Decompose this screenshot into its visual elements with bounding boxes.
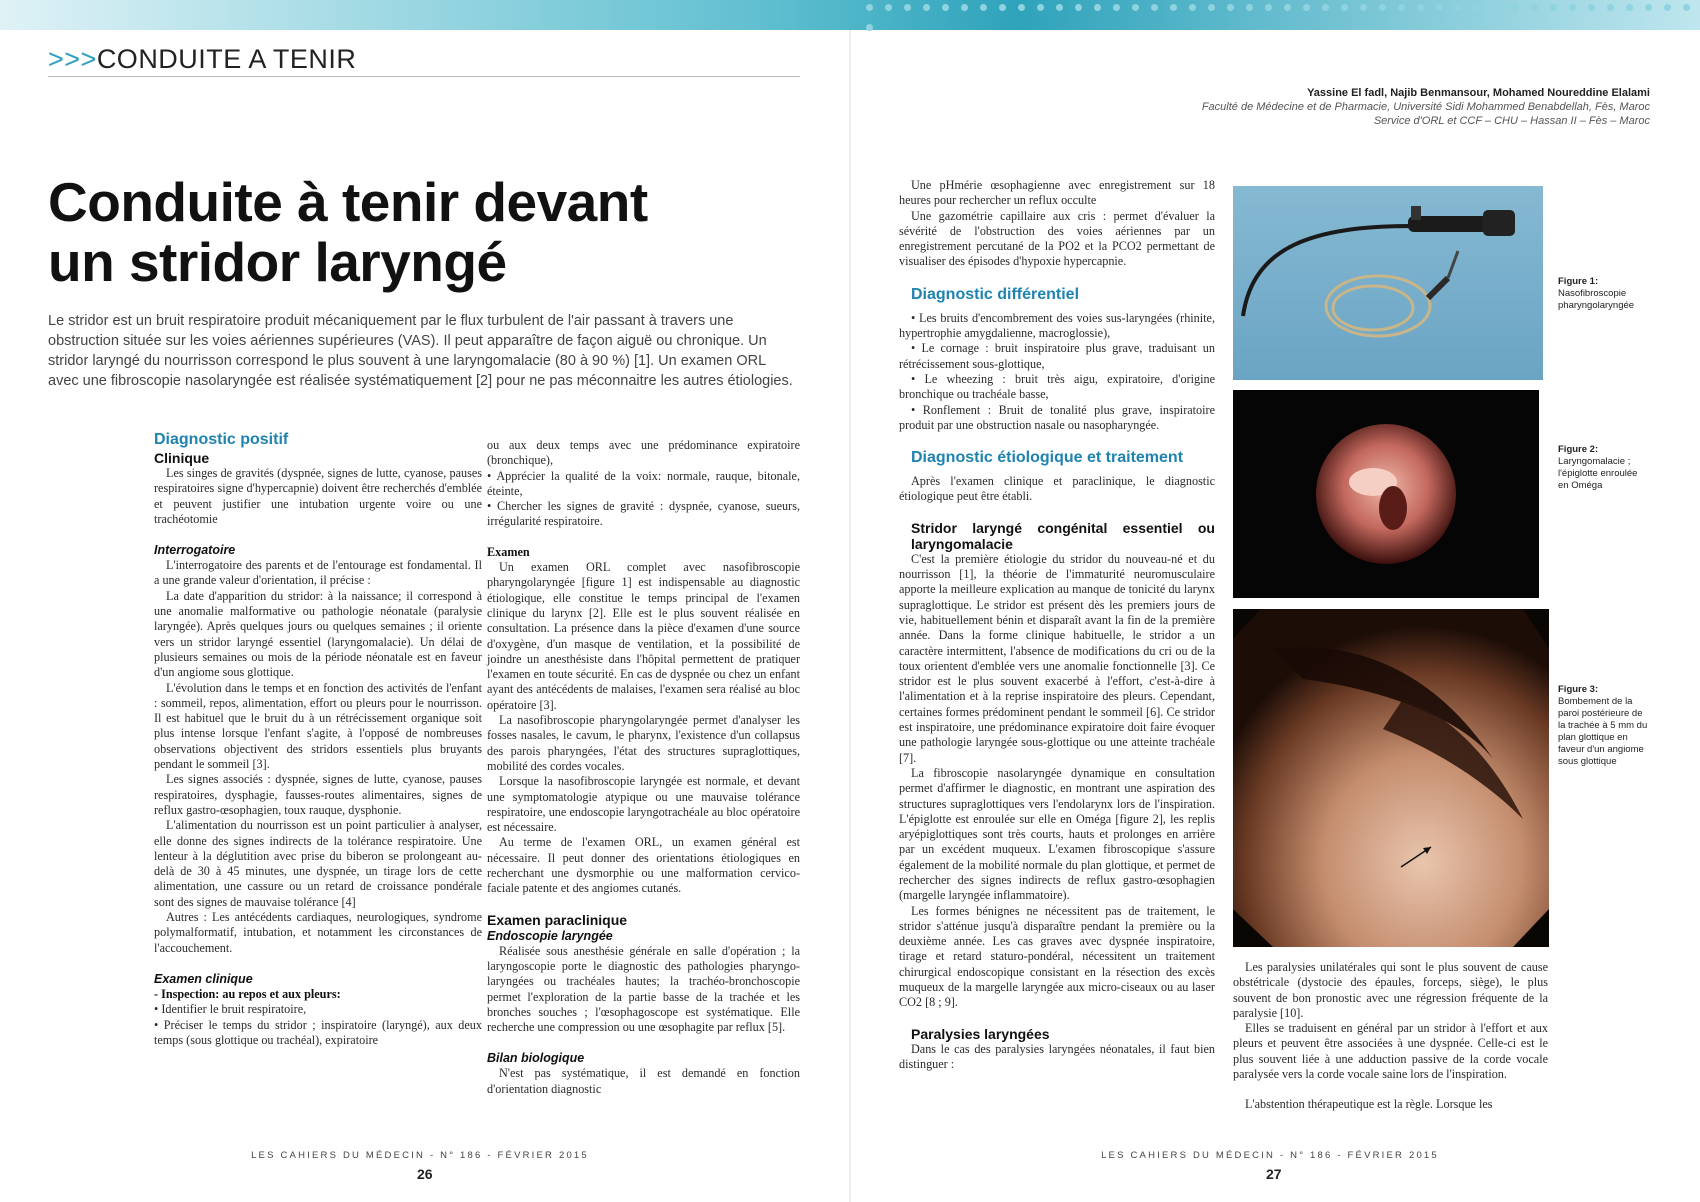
article-title (48, 172, 648, 292)
laryngoscopy-illustration (1233, 390, 1539, 598)
bullet-item: • Préciser le temps du stridor ; inspiratoire (laryngé), aux deux temps (sous glottique ou trachéal), expiratoire (154, 1017, 482, 1047)
paragraph: Les signes associés : dyspnée, signes de lutte, cyanose, pauses respiratoires, dysphagie, fausses-routes alimentaires, signes de reflux gastro-œsophagien, toux rauque, dysphonie. (154, 772, 482, 817)
column-4 (1233, 960, 1548, 1113)
paragraph: L'évolution dans le temps et en fonction des activités de l'enfant : sommeil, repos, alimentation, effort ou pleurs pour le nourrisson. Il est habituel que le bruit du à un rétrécissement organique soit plus intense lorsque l'enfant s'agite, à l'opposé de nombreuses observations objectivent des stridors essentiels plus bruyants pendant le sommeil [3]. (154, 680, 482, 772)
rubrique-arrows: >>> (48, 44, 97, 74)
bullet-item: • Apprécier la qualité de la voix: normale, rauque, bitonale, éteinte, (487, 468, 800, 498)
figure-2-label: Figure 2: (1558, 444, 1599, 455)
paragraph: Une gazométrie capillaire aux cris : permet d'évaluer la sévérité de l'obstruction des voies aériennes par un enregistrement percutané de la PO2 et la PCO2 permettant de visualiser des épisodes d'hypoxie hypercapnie. (899, 208, 1215, 269)
figure-1-text: Nasofibroscopie pharyngolaryngée (1558, 288, 1635, 311)
page-number-left: 26 (417, 1166, 433, 1182)
paragraph: Réalisée sous anesthésie générale en salle d'opération ; la laryngoscopie porte le diagnostic des pathologies pharyngo-laryngées ou trachéales hautes; la trachéo-bronchoscopie permet l'exploration de la partie basse de la trachée et les bronches souches ; l'œsophagoscope est systématique. Elle recherche une compression ou une œsophagite par reflux [5]. (487, 943, 800, 1035)
figure-2-caption (1558, 444, 1650, 492)
author-names: Yassine El fadl, Najib Benmansour, Mohamed Noureddine Elalami (1307, 87, 1650, 99)
paragraph: La nasofibroscopie pharyngolaryngée permet d'analyser les fosses nasales, le cavum, le pharynx, l'existence d'un collapsus des parois pharyngées, l'état des structures supraglottiques, mobilité des cordes vocales. (487, 713, 800, 773)
column-1 (154, 430, 482, 1048)
heading-interrogatoire: Interrogatoire (154, 543, 236, 558)
figure-3-text: Bombement de la paroi postérieure de la trachée à 5 mm du plan glottique en faveur d'un angiome sous glottique (1558, 696, 1648, 767)
paragraph: L'abstention thérapeutique est la règle. Lorsque les (1245, 1097, 1493, 1112)
paragraph: Les singes de gravités (dyspnée, signes de lutte, cyanose, pauses respiratoires signe d'hypercapnie) doivent être recherchés d'emblée et peuvent justifier une intubation urgente voire ou une trachéotomie (154, 466, 482, 526)
bullet-item: • Chercher les signes de gravité : dyspnée, cyanose, sueurs, irrégularité respiratoire. (487, 499, 800, 529)
heading-examen-paraclinique: Examen paraclinique (487, 911, 628, 928)
affiliation-1: Faculté de Médecine et de Pharmacie, Université Sidi Mohammed Benabdellah, Fès, Maroc (1201, 101, 1650, 113)
paragraph: Elles se traduisent en général par un stridor à l'effort et aux pleurs et peuvent être associées à une dyspnée. Celle-ci est le plus souvent liée à une adduction passive de la corde vocale paralysée vers la corde vocale saine lors de l'inspiration. (1233, 1021, 1548, 1082)
heading-examen: Examen (487, 544, 530, 559)
paragraph: L'interrogatoire des parents et de l'entourage est fondamental. Il a une grande valeur d'orientation, il précise : (154, 558, 482, 588)
paragraph: Une pHmérie œsophagienne avec enregistrement sur 18 heures pour rechercher un reflux occulte (899, 178, 1215, 208)
bullet-item: • Le wheezing : bruit très aigu, expiratoire, d'origine bronchique ou trachéale basse, (899, 371, 1215, 402)
figure-2-text: Laryngomalacie ; l'épiglotte enroulée en Oméga (1558, 456, 1638, 491)
paragraph: Au terme de l'examen ORL, un examen général est nécessaire. Il peut donner des orientations étiologiques en recherchant une dysmorphie ou une malformation cervico-faciale patente et des angiomes cutanés. (487, 835, 800, 896)
heading-examen-clinique: Examen clinique (154, 971, 253, 986)
heading-clinique: Clinique (154, 450, 210, 466)
page-number-right: 27 (1266, 1166, 1282, 1182)
heading-endoscopie: Endoscopie laryngée (487, 928, 613, 943)
trachea-illustration (1233, 609, 1549, 947)
column-3 (899, 178, 1215, 1072)
column-2 (487, 438, 800, 1097)
figure-2-laryngoscopy-photo (1233, 390, 1539, 598)
bullet-item: • Ronflement : Bruit de tonalité plus grave, inspiratoire produit par une obstruction nasale ou nasopharyngée. (899, 402, 1215, 432)
paragraph: La fibroscopie nasolaryngée dynamique en consultation permet d'affirmer le diagnostic, en montrant une aspiration des structures supraglottiques vers l'endolarynx lors de l'inspiration. L'épiglotte est enroulée sur elle en Oméga [figure 2], les replis aryépiglottiques sont très courts, hauts et prolonges en arrière par un excédent muqueux. L'examen fibroscopique s'assure également de la mobilité normale du plan glottique, et permet de rechercher des signes indirects de reflux gastro-œsophagien (margelle laryngée inflammatoire). (899, 765, 1215, 903)
heading-paralysies: Paralysies laryngées (911, 1025, 1050, 1042)
figure-1-endoscope-photo (1233, 186, 1543, 380)
paragraph: Dans le cas des paralysies laryngées néonatales, il faut bien distinguer : (899, 1041, 1215, 1071)
paragraph: Autres : Les antécédents cardiaques, neurologiques, syndrome polymalformatif, intubation, et notamment les circonstances de l'accouchement. (154, 910, 482, 955)
paragraph: Un examen ORL complet avec nasofibroscopie pharyngolaryngée [figure 1] est indispensable au diagnostic étiologique, elle constitue le temps principal de l'examen clinique du larynx [2]. Elle est le plus souvent réalisée en consultation. La présence dans la pièce d'examen d'une source d'oxygène, d'un masque de ventilation, et la possibilité de joindre un anesthésiste dans l'hôpital permettent de pratiquer l'examen en toute sécurité. En cas de dyspnée ou chez un enfant ayant des antécédents de malaises, l'examen sera réalisé au bloc opératoire [3]. (487, 560, 800, 712)
figure-1-label: Figure 1: (1558, 276, 1599, 287)
paragraph: Les paralysies unilatérales qui sont le plus souvent de cause obstétricale (dystocie des épaules, forceps, siège), le plus souvent de bon pronostic avec une régression fréquente de la paralysie [10]. (1233, 960, 1548, 1020)
footer-journal-right: LES CAHIERS DU MÉDECIN - N° 186 - FÉVRIER 2015 (1101, 1150, 1439, 1161)
heading-diagnostic-differentiel: Diagnostic différentiel (911, 285, 1080, 303)
figure-3-caption (1558, 684, 1650, 768)
endoscope-illustration (1233, 186, 1543, 380)
paragraph: L'alimentation du nourrisson est un point particulier à analyser, elle donne des signes indirects de la tolérance respiratoire. Une lenteur à la déglutition avec prise du biberon se prolongeant au-delà de 30 à 45 minutes, une dyspnée, un tirage lors de cette alimentation, une cassure ou un retard de croissance pondérale sont des signes de mauvaise tolérance [4] (154, 818, 482, 909)
paragraph: Les formes bénignes ne nécessitent pas de traitement, le stridor s'atténue jusqu'à disparaître pendant la première ou la deuxième année. Les cas graves avec dyspnée inspiratoire, tirage et retard staturo-pondéral, nécessitent un traitement chirurgical endoscopique consistant en la résection des excès muqueux de la margelle laryngée aux micro-ciseaux ou au laser CO2 [8 ; 9]. (899, 903, 1215, 1010)
bullet-item: • Les bruits d'encombrement des voies sus-laryngées (rhinite, hypertrophie amygdalienne, macroglossie), (899, 310, 1215, 341)
authors-block (1202, 86, 1650, 128)
header-rule (48, 76, 800, 77)
rubrique-label: CONDUITE A TENIR (96, 44, 357, 74)
bullet-item: • Identifier le bruit respiratoire, (154, 1002, 307, 1017)
heading-bilan-biologique: Bilan biologique (487, 1051, 585, 1066)
heading-stridor-congenital: Stridor laryngé congénital essentiel ou laryngomalacie (911, 519, 1215, 552)
paragraph: La date d'apparition du stridor: à la naissance; il correspond à une anomalie malformative ou pathologie néonatale (paralysie laryngée). Après quelques jours ou quelques semaines ; il oriente vers un stridor laryngé essentiel (laryngomalacie). Un délai de plusieurs semaines ou mois de la période néonatale est en faveur d'un angiome sous glottique. (154, 588, 482, 680)
paragraph: ou aux deux temps avec une prédominance expiratoire (bronchique), (487, 438, 800, 468)
figure-1-caption (1558, 276, 1650, 312)
top-decorative-band (0, 0, 1700, 30)
decorative-dots (860, 0, 1700, 30)
bullet-item: • Le cornage : bruit inspiratoire plus grave, traduisant un rétrécissement sous-glottique, (899, 341, 1215, 371)
article-lead: Le stridor est un bruit respiratoire produit mécaniquement par le flux turbulent de l'air passant à travers une obstruction située sur les voies aériennes supérieures (VAS). Il peut apparaître de façon aiguë ou chronique. Un stridor laryngé du nourrisson correspond le plus souvent à une laryngomalacie (80 à 90 %) [1]. Un examen ORL avec une fibroscopie nasolaryngée est réalisée systématiquement [2] pour ne pas méconnaitre les autres étiologies. (48, 313, 793, 389)
heading-inspection: - Inspection: au repos et aux pleurs: (154, 986, 341, 1001)
footer-journal-left: LES CAHIERS DU MÉDECIN - N° 186 - FÉVRIER 2015 (251, 1150, 589, 1161)
section-rubrique (48, 44, 356, 75)
heading-diagnostic-positif: Diagnostic positif (154, 431, 289, 448)
figure-3-label: Figure 3: (1558, 684, 1599, 695)
page-gutter (849, 30, 851, 1202)
paragraph: N'est pas systématique, il est demandé en fonction d'orientation diagnostic (487, 1066, 800, 1096)
paragraph: Lorsque la nasofibroscopie laryngée est normale, et devant une symptomatologie atypique ou une mauvaise tolérance respiratoire, une endoscopie laryngotrachéale au bloc opératoire est nécessaire. (487, 774, 800, 835)
figure-3-trachea-photo (1233, 609, 1549, 947)
affiliation-2: Service d'ORL et CCF – CHU – Hassan II – Fès – Maroc (1373, 115, 1650, 127)
paragraph: C'est la première étiologie du stridor du nouveau-né et du nourrisson [1], la théorie de l'immaturité neuromusculaire apporte la meilleure explication au manque de tonicité du larynx supraglottique. Le stridor est présent dès les premiers jours de vie, habituellement bénin et disparaît avant la fin de la première année. Dans la forme clinique habituelle, le stridor a un caractère intermittent, l'absence de modifications du cri ou de la toux orientent d'emblée vers une anomalie fonctionnelle [3]. Ce stridor est le plus souvent exacerbé à l'effort, c'est-à-dire à l'alimentation et à la reprise inspiratoire des pleurs. Cependant, certaines formes prédominent pendant le sommeil [6]. Ce stridor est inspiratoire, une prédominance expiratoire doit faire évoquer une pathologie laryngée sous-glottique ou une atteinte trachéale [7]. (899, 551, 1215, 765)
paragraph: Après l'examen clinique et paraclinique, le diagnostic étiologique peut être établi. (899, 474, 1215, 504)
heading-diagnostic-etiologique: Diagnostic étiologique et traitement (911, 449, 1184, 467)
title-line-2: un stridor laryngé (48, 231, 507, 293)
title-line-1: Conduite à tenir devant (48, 171, 648, 233)
